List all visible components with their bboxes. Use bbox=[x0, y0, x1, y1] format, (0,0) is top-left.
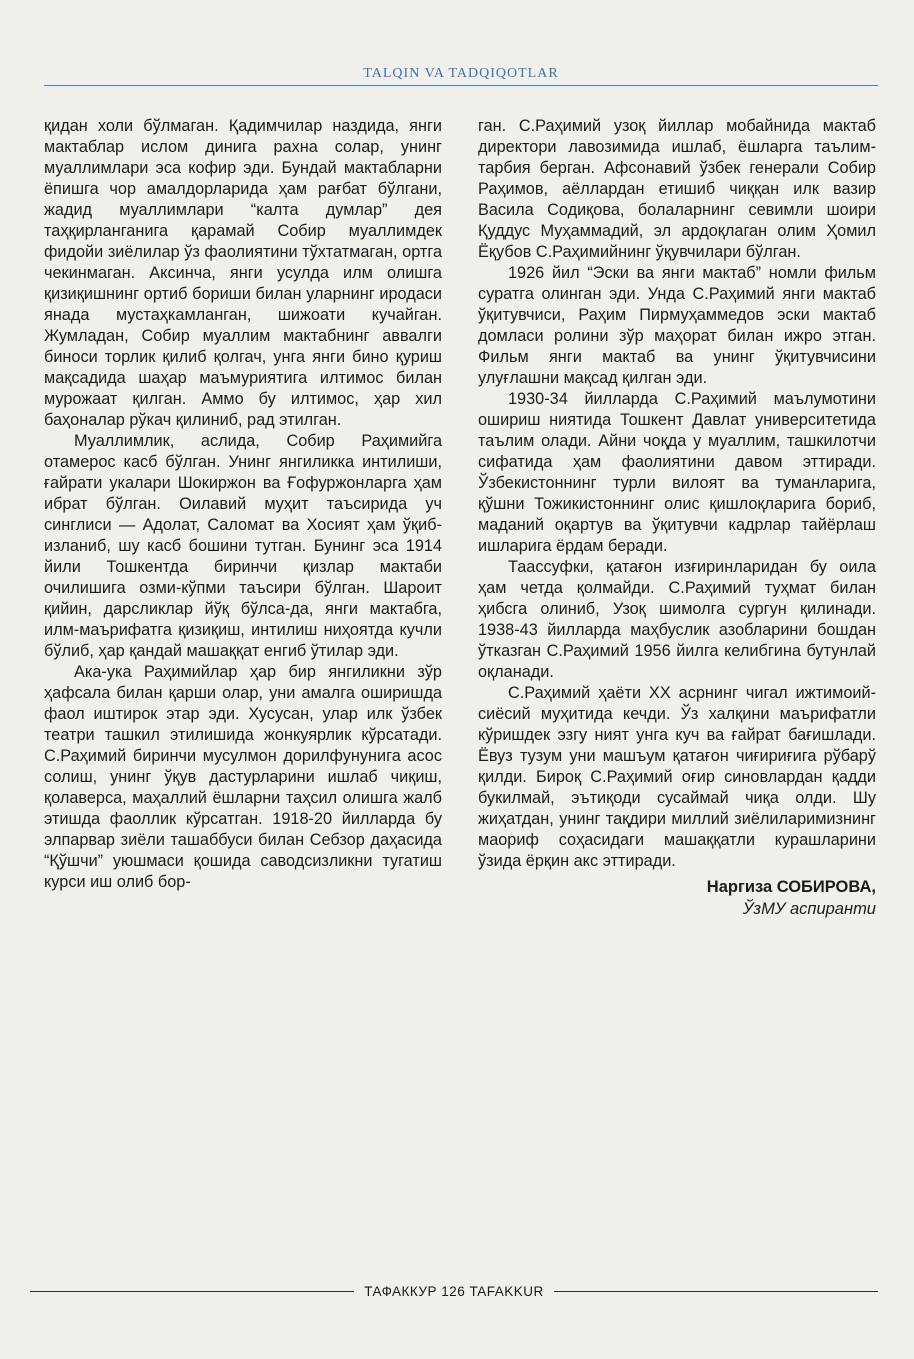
paragraph: Ака-ука Раҳимийлар ҳар бир янгиликни зўр ҳафсала билан қарши олар, уни амалга оширишда фаол иштирок этар эди. Хусусан, улар илк ўзбек театри ташкил этилишида жонкуярлик кўрсатади. С.Раҳимий биринчи мусулмон дорилфунунига асос солиш, унинг ўқув дастурларини ишлаб чиқиш, қолаверса, маҳаллий ёшларни таҳсил олишга жалб этишда фаоллик кўрсатган. 1918-20 йилларда бу элпарвар зиёли ташаббуси билан Себзор даҳасида “Қўшчи” уюшмаси қошида саводсизликни тугатиш курси иш олиб бор- bbox=[44, 663, 442, 891]
paragraph: С.Раҳимий ҳаёти XX асрнинг чигал ижтимоий-сиёсий муҳитида кечди. Ўз халқини маърифатли кўришдек эзгу ният унга куч ва ғайрат бағишлади. Ёвуз тузум уни машъум қатағон чиғириғига рўбарў қилди. Бироқ С.Раҳимий оғир синовлардан қадди букилмай, эътиқоди сусаймай чиқа олди. Шу жиҳатдан, унинг тақдири миллий зиёлиларимизнинг маориф соҳасидаги машаққатли курашларини ўзида ёрқин акс эттиради. bbox=[478, 684, 876, 870]
paragraph: Таассуфки, қатағон изғиринларидан бу оила ҳам четда қолмайди. С.Раҳимий туҳмат билан ҳибсга олиниб, Узоқ шимолга сургун қилинади. 1938-43 йилларда маҳбуслик азобларини бошдан ўтказган С.Раҳимий 1956 йилга келибгина бутунлай оқланади. bbox=[478, 558, 876, 681]
paragraph: қидан холи бўлмаган. Қадимчилар наздида, янги мактаблар ислом динига рахна солар, унинг муаллимлари эса кофир эди. Бундай мактабларни ёпишга чор амалдорларида ҳам рағбат бўлгани, жадид муаллимлари “калта думлар” дея таҳқирланганига қарамай Собир муаллимдек фидойи зиёлилар ўз фаолиятини тўхтатмаган, ортга чекинмаган. Аксинча, янги усулда илм олишга қизиқишнинг ортиб бориши билан уларнинг иродаси янада мустаҳкамланган, шижоати кучайган. Жумладан, Собир муаллим мактабнинг аввалги биноси торлик қилиб қолгач, унга янги бино қуриш мақсадида шаҳар маъмуриятига илтимос билан мурожаат қилган. Аммо бу илтимос, ҳар хил баҳоналар рўкач қилиниб, рад этилган. bbox=[44, 117, 442, 429]
footer-page-label: ТАФАККУР 126 TAFAKKUR bbox=[364, 1283, 544, 1299]
page-footer bbox=[30, 1280, 878, 1302]
paragraph: 1930-34 йилларда С.Раҳимий маълумотини ошириш ниятида Тошкент Давлат университетида таълим олади. Айни чоқда у муаллим, ташкилотчи сифатида ҳам фаолиятини давом эттиради. Ўзбекистоннинг турли вилоят ва туманларига, қўшни Тожикистоннинг олис қишлоқларига бориб, маданий оқартув ва ўқитувчи кадрлар тайёрлаш ишларига ёрдам беради. bbox=[478, 390, 876, 555]
header-rule bbox=[44, 85, 878, 86]
paragraph: Муаллимлик, аслида, Собир Раҳимийга отамерос касб бўлган. Унинг янгиликка интилиши, ғайрати укалари Шокиржон ва Ғофуржонларга ҳам ибрат бўлган. Оилавий муҳит таъсирида уч синглиси — Адолат, Саломат ва Хосият ҳам ўқиб-изланиб, шу касб бошини тутган. Бунинг эса 1914 йили Тошкентда биринчи қизлар мактаби очилишига озми-кўпми таъсири бўлган. Шароит қийин, дарсликлар йўқ бўлса-да, янги мактабга, илм-маърифатга қизиқиш, интилиш ниҳоятда кучли бўлиб, ҳар қандай машаққат енгиб ўтилар эди. bbox=[44, 432, 442, 660]
footer-rule-right bbox=[554, 1291, 878, 1292]
author-signature bbox=[478, 876, 876, 920]
section-title: TALQIN VA TADQIQOTLAR bbox=[363, 66, 559, 81]
left-column bbox=[44, 116, 442, 893]
author-name: Наргиза СОБИРОВА, bbox=[706, 878, 876, 896]
footer-rule-left bbox=[30, 1291, 354, 1292]
right-column bbox=[478, 116, 876, 920]
paragraph: ган. С.Раҳимий узоқ йиллар мобайнида мактаб директори лавозимида ишлаб, ёшларга таълим-тарбия берган. Афсонавий ўзбек генерали Собир Раҳимов, аёллардан етишиб чиққан илк вазир Васила Содиқова, болаларнинг севимли шоири Қуддус Муҳаммадий, эл ардоқлаган олим Ҳомил Ёқубов С.Раҳимийнинг ўқувчилари бўлган. bbox=[478, 117, 876, 261]
running-header bbox=[44, 64, 878, 86]
paragraph: 1926 йил “Эски ва янги мактаб” номли фильм суратга олинган эди. Унда С.Раҳимий янги мактаб ўқитувчиси, Раҳим Пирмуҳаммедов эски мактаб домласи ролини зўр маҳорат билан ижро этган. Фильм янги мактаб ва унинг ўқитувчисини улуғлашни мақсад қилган эди. bbox=[478, 264, 876, 387]
author-role: ЎзМУ аспиранти bbox=[742, 900, 876, 918]
